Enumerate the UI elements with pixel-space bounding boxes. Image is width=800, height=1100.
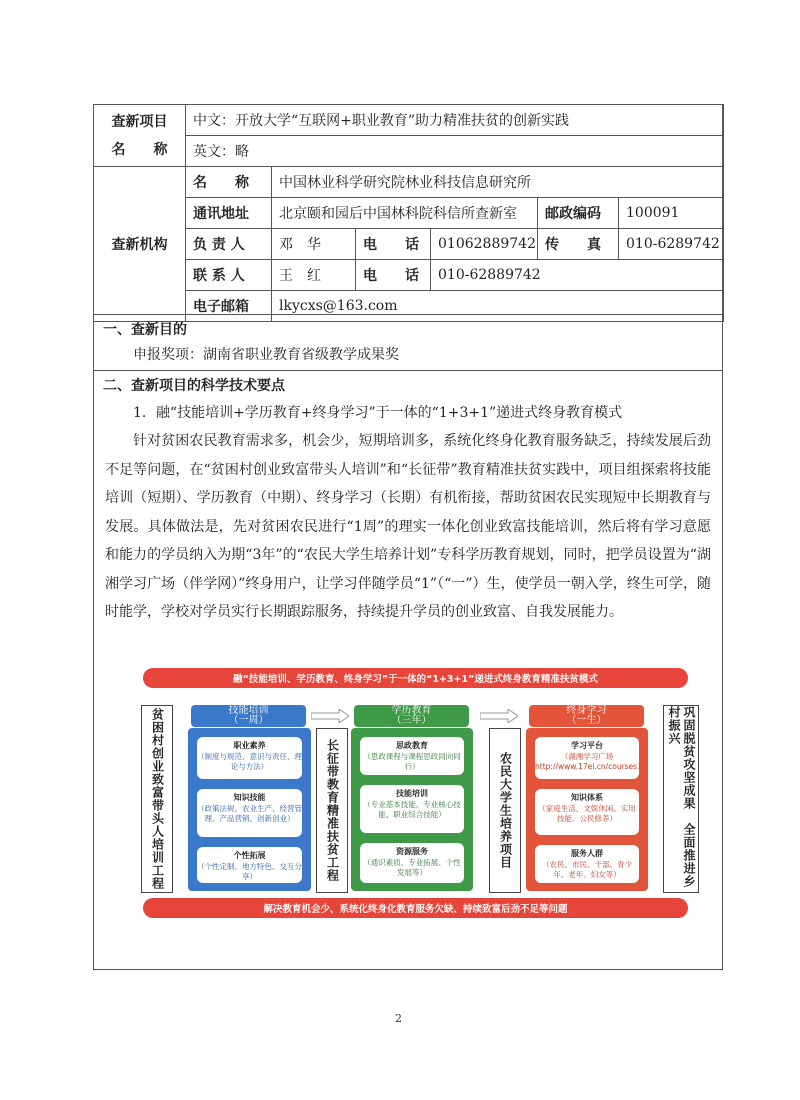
contact-value: 王 红 (272, 260, 356, 291)
section-key-points (93, 370, 723, 627)
card-resource-services: 资源服务 （通识素质、专业拓展、个性发展等） (359, 842, 465, 884)
contact-label: 联 系 人 (186, 260, 272, 291)
phone2-label: 电 话 (356, 260, 431, 291)
arrow-right-icon (480, 709, 518, 723)
phone-value: 01062889742 (431, 229, 538, 260)
head-label: 负 责 人 (186, 229, 272, 260)
col-header-degree: 学历教育 （三年） (354, 705, 469, 727)
cn-title-cell: 中文：开放大学“互联网+职业教育”助力精准扶贫的创新实践 (186, 105, 724, 136)
diagram-right-label: 巩固脱贫攻坚成果 全面推进乡村振兴 (663, 705, 699, 893)
en-title-cell: 英文：略 (186, 136, 724, 167)
col-header-lifelong: 终身学习 （一生） (529, 705, 644, 727)
org-label: 查新机构 (94, 167, 186, 322)
address-label: 通讯地址 (186, 198, 272, 229)
section-key-points-title: 二、查新项目的科学技术要点 (103, 378, 285, 394)
card-knowledge-skills: 知识技能 （政策法规、农业生产、经营管理、产品营销、创新创业） (196, 788, 303, 838)
card-skill-training: 技能培训 （专业基本技能、专业核心技能、职业综合技能） (359, 784, 465, 834)
card-ideological-education: 思政教育 （思政课程与课程思政同向同行） (359, 736, 465, 776)
address-value: 北京颐和园后中国林科院科信所查新室 (272, 198, 538, 229)
email-label: 电子邮箱 (186, 291, 272, 322)
section-purpose (93, 314, 723, 369)
info-table (93, 104, 724, 322)
card-knowledge-system: 知识体系 （家庭生活、文娱休闲、实用技能、公民修养） (534, 788, 640, 836)
diagram-bottom-banner: 解决教育机会少、系统化终身化教育服务欠缺、持续致富后劲不足等问题 (143, 898, 688, 918)
arrow-right-icon (311, 709, 349, 723)
postcode-value: 100091 (619, 198, 724, 229)
education-model-diagram (133, 668, 708, 924)
diagram-mid-label-1: 长征带教育精准扶贫工程 (316, 728, 348, 893)
key-point-paragraph: 针对贫困农民教育需求多，机会少，短期培训多，系统化终身化教育服务缺乏，持续发展后劲不足等问题，在“贫困村创业致富带头人培训”和“长征带”教育精准扶贫实践中，项目组探索将技能培训（短期）、学历教育（中期）、终身学习（长期）有机衔接，帮助贫困农民实现短中长期教育与发展。具体做法是，先对贫困农民进行“1周”的理实一体化创业致富技能培训，然后将有学习意愿和能力的学员纳入为期“3年”的“农民大学生培养计划”专科学历教育规划，同时，把学员设置为“湖湘学习广场（伴学网）”终身用户，让学习伴随学员“1”（“一”）生，使学员一朝入学，终生可学，随时能学，学校对学员实行长期跟踪服务，持续提升学员的创业致富、自我发展能力。 (105, 433, 711, 620)
col-header-skill: 技能培训 （一周） (191, 705, 306, 727)
fax-value: 010-6289742 (619, 229, 724, 260)
col-lifelong-learning (526, 728, 648, 891)
diagram-left-label: 贫困村创业致富带头人培训工程 (141, 705, 173, 893)
card-personal-expansion: 个性拓展 （个性定制、地方特色、交互分享） (196, 846, 303, 884)
name-label: 名 称 (186, 167, 272, 198)
phone-label: 电 话 (356, 229, 431, 260)
diagram-mid-label-2: 农民大学生培养项目 (489, 728, 521, 893)
col-skill-training (188, 728, 311, 891)
col-degree-education (351, 728, 473, 891)
diagram-top-banner: 融“技能培训、学历教育、终身学习”于一体的“1+3+1”递进式终身教育精准扶贫模式 (143, 668, 688, 688)
head-value: 邓 华 (272, 229, 356, 260)
card-service-groups: 服务人群 （农民、市民、干部、青少年、老年、妇女等） (534, 844, 640, 884)
key-point-subtitle: 1．融“技能培训+学历教育+终身学习”于一体的“1+3+1”递进式终身教育模式 (133, 405, 623, 421)
project-name-label: 查新项目 名 称 (94, 105, 186, 167)
postcode-label: 邮政编码 (538, 198, 619, 229)
section-purpose-title: 一、查新目的 (103, 322, 187, 338)
email-value: lkycxs@163.com (272, 291, 724, 322)
en-title: 略 (235, 144, 249, 160)
phone2-value: 010-62889742 (431, 260, 724, 291)
section-purpose-text: 申报奖项：湖南省职业教育省级教学成果奖 (133, 347, 399, 363)
cn-title: 开放大学“互联网+职业教育”助力精准扶贫的创新实践 (235, 113, 570, 129)
card-professional-literacy: 职业素养 （制度与规范、意识与责任、理论与方法） (196, 736, 303, 780)
org-name: 中国林业科学研究院林业科技信息研究所 (272, 167, 724, 198)
page-number: 2 (395, 1012, 402, 1025)
card-learning-platform: 学习平台 （湖湘学习广场 http://www.17el.cn/courses） (534, 736, 640, 780)
fax-label: 传 真 (538, 229, 619, 260)
